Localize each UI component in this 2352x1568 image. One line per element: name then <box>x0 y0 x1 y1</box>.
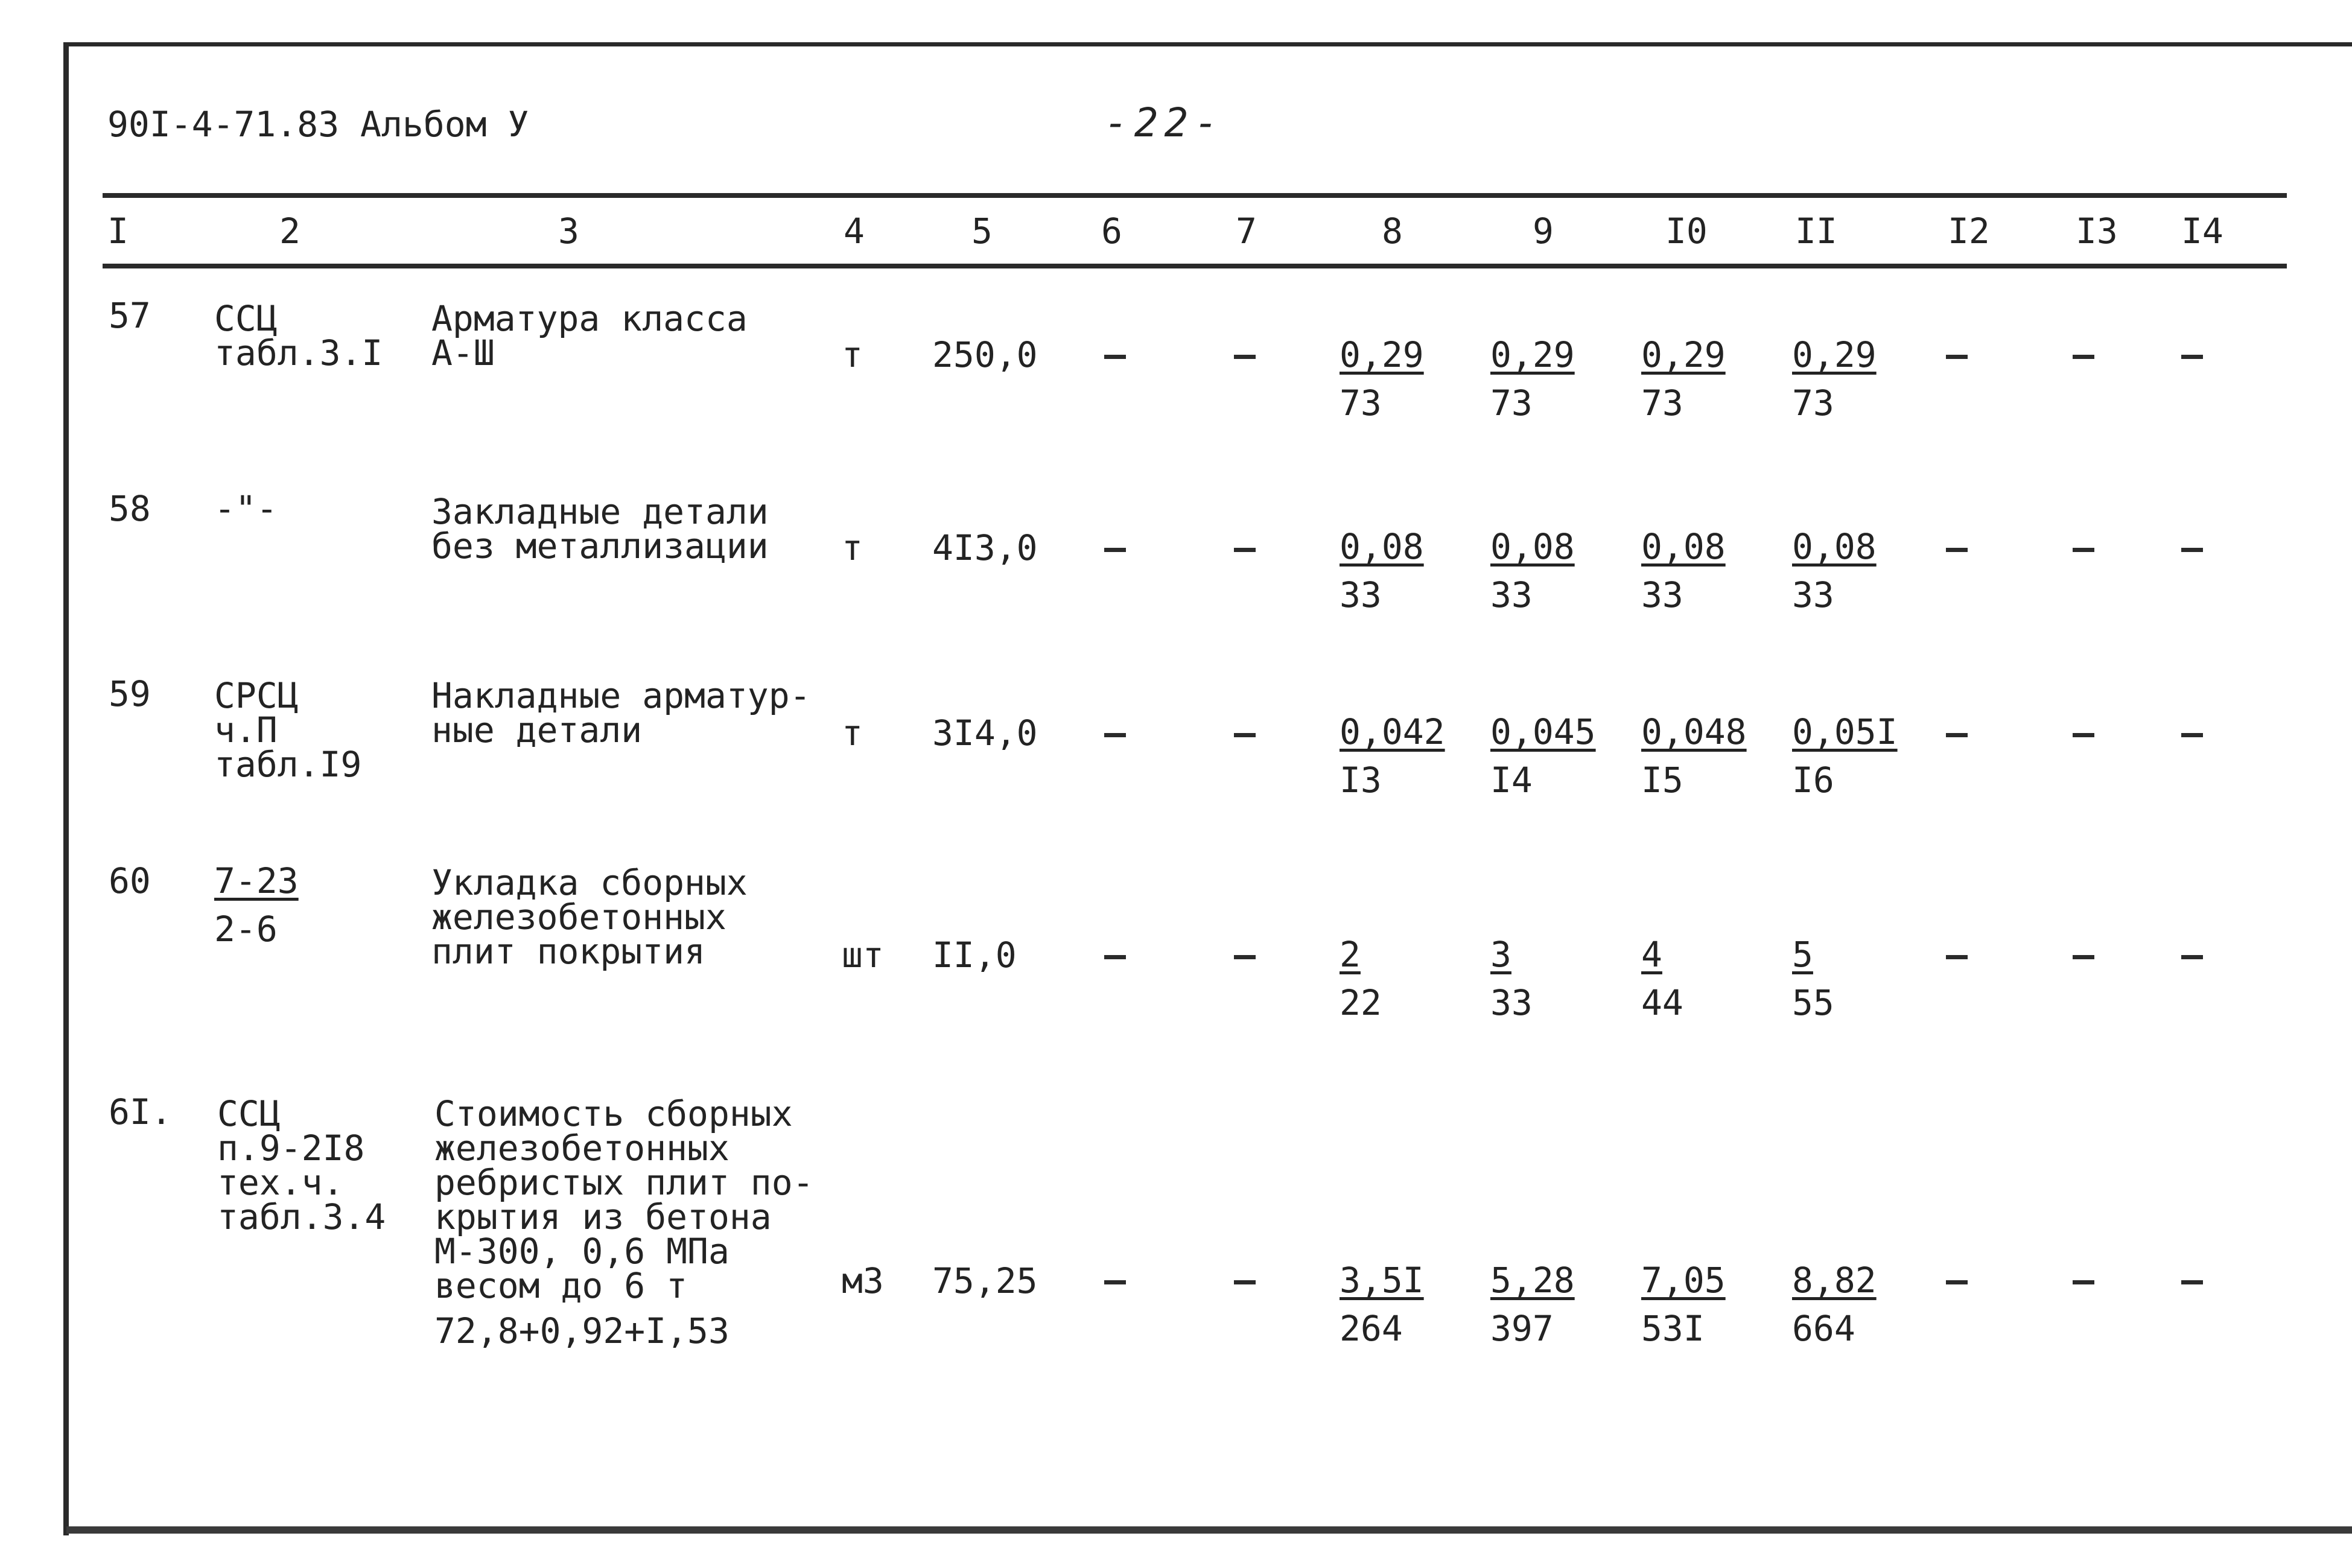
row-number: 60 <box>109 860 151 901</box>
empty-dash <box>1104 733 1126 737</box>
empty-dash <box>2181 355 2203 359</box>
column-number-6: 6 <box>1101 211 1122 252</box>
value-numerator: 8,82 <box>1792 1260 1877 1301</box>
header-rule-top <box>103 193 2287 198</box>
empty-dash <box>1234 733 1256 737</box>
value-col8 <box>1340 522 1472 619</box>
value-numerator: 0,29 <box>1641 334 1726 375</box>
value-denominator: 73 <box>1340 382 1382 424</box>
empty-dash <box>2073 355 2094 359</box>
value-numerator: 4 <box>1641 934 1662 975</box>
empty-dash <box>1946 548 1968 552</box>
frame-top-border <box>63 42 2352 46</box>
unit: т <box>842 713 863 754</box>
reference <box>214 857 347 953</box>
column-number-2: 2 <box>279 211 300 252</box>
value-denominator: 33 <box>1641 574 1683 615</box>
value-denominator: I4 <box>1490 760 1533 801</box>
empty-dash <box>1946 1280 1968 1284</box>
empty-dash <box>2073 548 2094 552</box>
value-col8 <box>1340 930 1472 1027</box>
value-denominator: I3 <box>1340 760 1382 801</box>
column-number-4: 4 <box>844 211 865 252</box>
value-col9 <box>1490 522 1623 619</box>
row-number: 57 <box>109 295 151 336</box>
value-col8 <box>1340 708 1472 804</box>
value-col11 <box>1792 331 1925 427</box>
column-number-12: I2 <box>1948 211 1990 252</box>
empty-dash <box>2181 548 2203 552</box>
column-number-11: II <box>1795 211 1837 252</box>
empty-dash <box>2073 733 2094 737</box>
value-denominator: 33 <box>1490 574 1533 615</box>
column-number-13: I3 <box>2076 211 2118 252</box>
empty-dash <box>1946 355 1968 359</box>
frame-left-border <box>63 45 69 1535</box>
value-denominator: 53I <box>1641 1308 1705 1349</box>
value-col10 <box>1641 331 1774 427</box>
empty-dash <box>2181 1280 2203 1284</box>
value-denominator: 22 <box>1340 982 1382 1023</box>
value-col9 <box>1490 708 1623 804</box>
value-denominator: 73 <box>1490 382 1533 424</box>
column-number-1: I <box>107 211 129 252</box>
value-numerator: 2 <box>1340 934 1361 975</box>
empty-dash <box>1104 1280 1126 1284</box>
column-number-8: 8 <box>1382 211 1403 252</box>
value-denominator: I5 <box>1641 760 1683 801</box>
empty-dash <box>2181 955 2203 959</box>
value-numerator: 0,29 <box>1340 334 1424 375</box>
empty-dash <box>1104 355 1126 359</box>
row-number: 6I. <box>109 1091 172 1132</box>
value-col9 <box>1490 930 1623 1027</box>
value-numerator: 0,05I <box>1792 711 1898 752</box>
value-col11 <box>1792 930 1925 1027</box>
column-number-5: 5 <box>971 211 993 252</box>
empty-dash <box>1104 548 1126 552</box>
column-number-14: I4 <box>2181 211 2223 252</box>
column-number-10: I0 <box>1665 211 1708 252</box>
empty-dash <box>2073 1280 2094 1284</box>
empty-dash <box>1234 955 1256 959</box>
reference-numerator: 7-23 <box>214 860 299 901</box>
value-col11 <box>1792 522 1925 619</box>
empty-dash <box>1234 1280 1256 1284</box>
unit: т <box>842 334 863 375</box>
quantity: 4I3,0 <box>932 527 1038 568</box>
value-col10 <box>1641 708 1774 804</box>
quantity: 3I4,0 <box>932 713 1038 754</box>
value-col10 <box>1641 1256 1774 1353</box>
document-code: 90I-4-71.83 Альбом У <box>107 104 529 145</box>
item-calculation: 72,8+0,92+I,53 <box>434 1310 729 1351</box>
value-numerator: 0,29 <box>1792 334 1877 375</box>
reference: СРСЦ ч.П табл.I9 <box>214 675 362 785</box>
quantity: 250,0 <box>932 334 1038 375</box>
value-denominator: 33 <box>1340 574 1382 615</box>
item-name: Накладные арматур- ные детали <box>431 675 811 751</box>
value-denominator: I6 <box>1792 760 1834 801</box>
item-name: Арматура класса А-Ш <box>431 298 748 373</box>
value-denominator: 33 <box>1490 982 1533 1023</box>
value-denominator: 55 <box>1792 982 1834 1023</box>
value-numerator: 3,5I <box>1340 1260 1424 1301</box>
value-numerator: 7,05 <box>1641 1260 1726 1301</box>
empty-dash <box>1234 355 1256 359</box>
value-col10 <box>1641 522 1774 619</box>
header-rule-bottom <box>103 264 2287 268</box>
frame-bottom-border <box>66 1526 2352 1534</box>
row-number: 58 <box>109 488 151 529</box>
value-numerator: 0,29 <box>1490 334 1575 375</box>
value-denominator: 73 <box>1792 382 1834 424</box>
empty-dash <box>1104 955 1126 959</box>
quantity: II,0 <box>932 935 1017 976</box>
value-col10 <box>1641 930 1774 1027</box>
value-numerator: 5,28 <box>1490 1260 1575 1301</box>
row-number: 59 <box>109 673 151 714</box>
reference-denominator: 2-6 <box>214 909 278 950</box>
column-number-3: 3 <box>558 211 579 252</box>
reference: ССЦ табл.3.I <box>214 298 383 373</box>
item-name: Закладные детали без металлизации <box>431 491 769 567</box>
value-numerator: 0,042 <box>1340 711 1445 752</box>
empty-dash <box>2073 955 2094 959</box>
value-col9 <box>1490 1256 1623 1353</box>
value-denominator: 73 <box>1641 382 1683 424</box>
unit: шт <box>842 935 884 976</box>
empty-dash <box>2181 733 2203 737</box>
empty-dash <box>1946 955 1968 959</box>
value-denominator: 44 <box>1641 982 1683 1023</box>
value-col8 <box>1340 1256 1472 1353</box>
reference: -"- <box>214 488 278 529</box>
page-number: -22- <box>1104 100 1224 146</box>
value-col11 <box>1792 708 1925 804</box>
quantity: 75,25 <box>932 1260 1038 1301</box>
value-numerator: 5 <box>1792 934 1813 975</box>
value-denominator: 664 <box>1792 1308 1855 1349</box>
value-denominator: 397 <box>1490 1308 1554 1349</box>
value-numerator: 0,048 <box>1641 711 1747 752</box>
value-col11 <box>1792 1256 1925 1353</box>
value-col8 <box>1340 331 1472 427</box>
unit: м3 <box>842 1260 884 1301</box>
reference: ССЦ п.9-2I8 тех.ч. табл.3.4 <box>217 1093 386 1237</box>
item-name: Укладка сборных железобетонных плит покрытия <box>431 862 748 972</box>
value-numerator: 0,08 <box>1641 526 1726 567</box>
unit: т <box>842 527 863 568</box>
value-numerator: 0,08 <box>1340 526 1424 567</box>
column-number-9: 9 <box>1533 211 1554 252</box>
value-numerator: 0,045 <box>1490 711 1596 752</box>
value-numerator: 0,08 <box>1490 526 1575 567</box>
empty-dash <box>1234 548 1256 552</box>
value-col9 <box>1490 331 1623 427</box>
empty-dash <box>1946 733 1968 737</box>
column-number-7: 7 <box>1236 211 1257 252</box>
value-denominator: 33 <box>1792 574 1834 615</box>
value-numerator: 3 <box>1490 934 1511 975</box>
value-denominator: 264 <box>1340 1308 1403 1349</box>
item-name: Стоимость сборных железобетонных ребристых плит по- крытия из бетона М-300, 0,6 МПа весом до 6 т <box>434 1093 814 1306</box>
value-numerator: 0,08 <box>1792 526 1877 567</box>
